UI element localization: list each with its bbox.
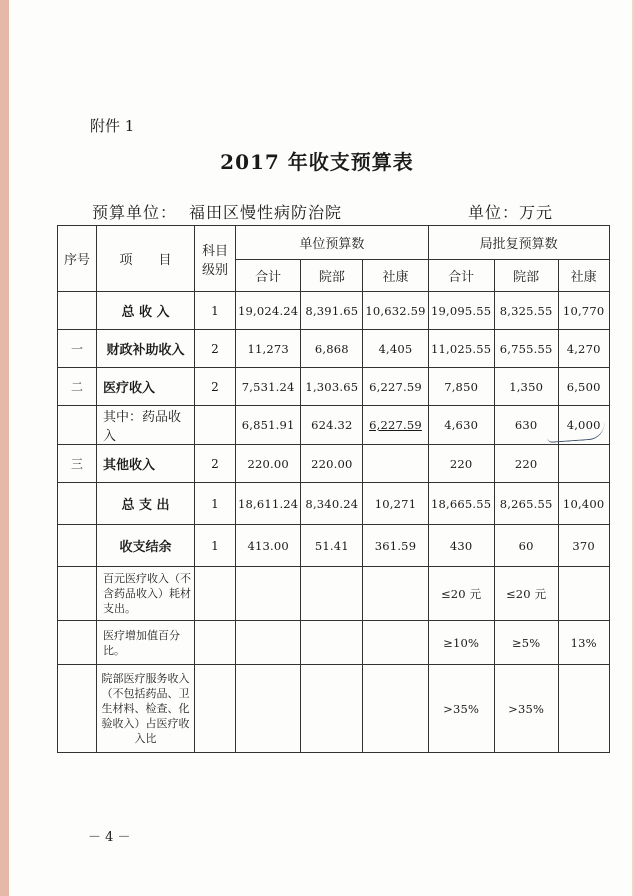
row-item: 财政补助收入 — [97, 330, 195, 368]
table-row — [58, 665, 610, 753]
cell-bureau-community: 6,500 — [558, 368, 609, 406]
row-item: 其中：药品收入 — [97, 406, 195, 445]
header-item: 项 目 — [97, 226, 195, 292]
cell-bureau-community — [558, 567, 609, 621]
row-item: 收支结余 — [97, 525, 195, 567]
table-row — [58, 567, 610, 621]
row-level: 1 — [195, 483, 236, 525]
cell-unit-dept: 220.00 — [301, 445, 363, 483]
cell-unit-total: 11,273 — [236, 330, 301, 368]
header-level: 科目级别 — [195, 226, 236, 292]
row-level: 2 — [195, 368, 236, 406]
header-row-1 — [58, 226, 610, 260]
table-row — [58, 483, 610, 525]
table-row — [58, 368, 610, 406]
cell-bureau-dept: 6,755.55 — [494, 330, 558, 368]
row-level — [195, 665, 236, 753]
cell-unit-community: 6,227.59 — [363, 368, 428, 406]
row-seq — [58, 406, 97, 445]
cell-unit-community — [363, 567, 428, 621]
cell-bureau-total: >35% — [428, 665, 494, 753]
cell-bureau-total: 11,025.55 — [428, 330, 494, 368]
cell-unit-dept: 1,303.65 — [301, 368, 363, 406]
row-item: 医疗增加值百分比。 — [97, 621, 195, 665]
budget-unit-name: 福田区慢性病防治院 — [189, 203, 343, 222]
cell-bureau-dept: 60 — [494, 525, 558, 567]
row-seq: 三 — [58, 445, 97, 483]
cell-unit-total — [236, 621, 301, 665]
cell-unit-total — [236, 665, 301, 753]
header-total: 合计 — [428, 260, 494, 292]
row-seq — [58, 483, 97, 525]
cell-unit-community: 4,405 — [363, 330, 428, 368]
row-level: 1 — [195, 292, 236, 330]
cell-bureau-total: ≤20 元 — [428, 567, 494, 621]
row-seq — [58, 292, 97, 330]
row-seq: 一 — [58, 330, 97, 368]
cell-bureau-community: 10,770 — [558, 292, 609, 330]
cell-bureau-total: ≥10% — [428, 621, 494, 665]
cell-bureau-dept: 220 — [494, 445, 558, 483]
cell-bureau-community: 4,270 — [558, 330, 609, 368]
cell-unit-community: 10,271 — [363, 483, 428, 525]
cell-unit-dept: 51.41 — [301, 525, 363, 567]
table-row — [58, 445, 610, 483]
budget-unit-line — [92, 200, 342, 223]
row-level: 2 — [195, 445, 236, 483]
cell-unit-community: 10,632.59 — [363, 292, 428, 330]
header-dept: 院部 — [301, 260, 363, 292]
header-seq: 序号 — [58, 226, 97, 292]
cell-bureau-dept: ≥5% — [494, 621, 558, 665]
row-level — [195, 406, 236, 445]
cell-unit-dept — [301, 567, 363, 621]
cell-unit-dept: 624.32 — [301, 406, 363, 445]
cell-unit-dept: 6,868 — [301, 330, 363, 368]
page-edge-left — [0, 0, 9, 896]
cell-bureau-total: 430 — [428, 525, 494, 567]
cell-unit-total: 18,611.24 — [236, 483, 301, 525]
cell-bureau-dept: 8,265.55 — [494, 483, 558, 525]
cell-bureau-dept: 1,350 — [494, 368, 558, 406]
cell-unit-total: 7,531.24 — [236, 368, 301, 406]
cell-unit-total — [236, 567, 301, 621]
row-level: 1 — [195, 525, 236, 567]
cell-bureau-community: 13% — [558, 621, 609, 665]
row-item: 医疗收入 — [97, 368, 195, 406]
cell-bureau-total: 18,665.55 — [428, 483, 494, 525]
header-community: 社康 — [558, 260, 609, 292]
page-number: － 4 － — [88, 830, 131, 845]
cell-unit-total: 220.00 — [236, 445, 301, 483]
row-item: 院部医疗服务收入（不包括药品、卫生材料、检查、化验收入）占医疗收入比 — [97, 665, 195, 753]
header-bureau-budget: 局批复预算数 — [428, 226, 609, 260]
cell-unit-dept — [301, 665, 363, 753]
cell-unit-total: 6,851.91 — [236, 406, 301, 445]
header-total: 合计 — [236, 260, 301, 292]
budget-unit-label: 预算单位： — [92, 203, 178, 222]
cell-unit-community — [363, 665, 428, 753]
cell-bureau-dept: 8,325.55 — [494, 292, 558, 330]
table-row — [58, 621, 610, 665]
row-item: 其他收入 — [97, 445, 195, 483]
row-seq: 二 — [58, 368, 97, 406]
cell-bureau-community: 370 — [558, 525, 609, 567]
page-title: 2017 年收支预算表 — [220, 150, 414, 174]
cell-bureau-total: 220 — [428, 445, 494, 483]
attachment-label: 附件 1 — [90, 117, 135, 135]
table-row — [58, 330, 610, 368]
table-row — [58, 525, 610, 567]
row-seq — [58, 525, 97, 567]
header-unit-budget: 单位预算数 — [236, 226, 429, 260]
cell-bureau-dept: >35% — [494, 665, 558, 753]
row-item: 总 收 入 — [97, 292, 195, 330]
cell-unit-community: 361.59 — [363, 525, 428, 567]
cell-bureau-dept: ≤20 元 — [494, 567, 558, 621]
cell-unit-total: 19,024.24 — [236, 292, 301, 330]
cell-bureau-community: 10,400 — [558, 483, 609, 525]
row-seq — [58, 665, 97, 753]
cell-bureau-total: 19,095.55 — [428, 292, 494, 330]
cell-unit-community — [363, 621, 428, 665]
row-level — [195, 621, 236, 665]
row-seq — [58, 567, 97, 621]
header-community: 社康 — [363, 260, 428, 292]
cell-bureau-total: 7,850 — [428, 368, 494, 406]
row-seq — [58, 621, 97, 665]
cell-bureau-community — [558, 665, 609, 753]
cell-unit-dept: 8,340.24 — [301, 483, 363, 525]
cell-unit-community: 6,227.59 — [363, 406, 428, 445]
row-level: 2 — [195, 330, 236, 368]
row-item: 总 支 出 — [97, 483, 195, 525]
cell-bureau-total: 4,630 — [428, 406, 494, 445]
cell-bureau-community — [558, 445, 609, 483]
budget-table — [57, 225, 610, 753]
cell-bureau-dept: 630 — [494, 406, 558, 445]
table-row — [58, 406, 610, 445]
cell-unit-community — [363, 445, 428, 483]
cell-bureau-community: 4,000 — [558, 406, 609, 445]
cell-unit-dept — [301, 621, 363, 665]
row-item: 百元医疗收入（不含药品收入）耗材支出。 — [97, 567, 195, 621]
header-dept: 院部 — [494, 260, 558, 292]
cell-unit-dept: 8,391.65 — [301, 292, 363, 330]
cell-unit-total: 413.00 — [236, 525, 301, 567]
currency-unit: 单位：万元 — [468, 203, 554, 222]
row-level — [195, 567, 236, 621]
table-row — [58, 292, 610, 330]
